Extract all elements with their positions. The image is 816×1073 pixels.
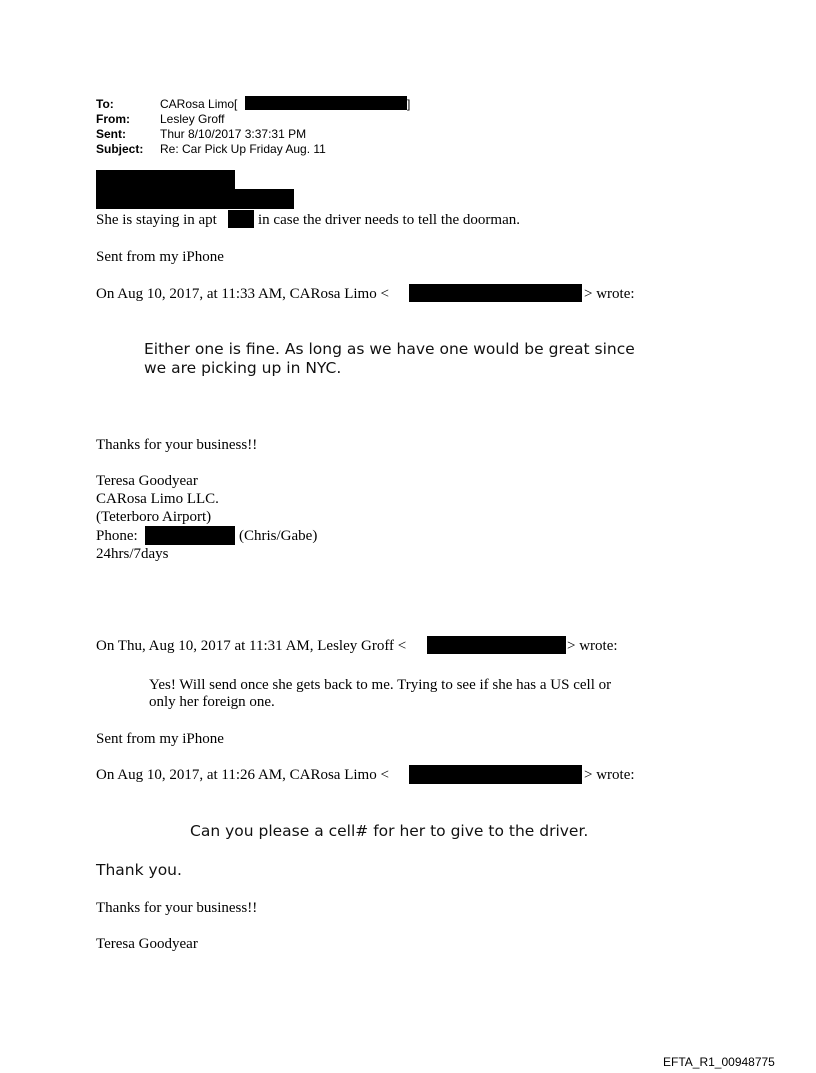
redaction-email-2 <box>427 636 566 654</box>
sent-value: Thur 8/10/2017 3:37:31 PM <box>160 127 307 141</box>
reply-2-line-2: only her foreign one. <box>149 694 275 710</box>
sent-label: Sent: <box>96 127 126 141</box>
to-label: To: <box>96 97 114 111</box>
redaction-to-email <box>245 96 407 110</box>
apt-line-start: She is staying in apt <box>96 212 217 228</box>
quote-header-1: On Aug 10, 2017, at 11:33 AM, CARosa Limo < <box>96 286 389 302</box>
sent-from-iphone-1: Sent from my iPhone <box>96 249 224 265</box>
thanks-line-2: Thanks for your business!! <box>96 900 258 916</box>
quote-header-3-end: > wrote: <box>584 767 635 783</box>
redaction-apt-number <box>228 210 254 228</box>
document-id: EFTA_R1_00948775 <box>663 1055 775 1069</box>
signature-name-2: Teresa Goodyear <box>96 936 198 952</box>
thank-you-line: Thank you. <box>96 861 182 879</box>
signature-name: Teresa Goodyear <box>96 473 198 489</box>
quote-header-1-end: > wrote: <box>584 286 635 302</box>
thanks-line-1: Thanks for your business!! <box>96 437 258 453</box>
sent-from-iphone-2: Sent from my iPhone <box>96 731 224 747</box>
redaction-email-1 <box>409 284 582 302</box>
reply-1-line-1: Either one is fine. As long as we have one would be great since <box>144 340 635 358</box>
signature-hours: 24hrs/7days <box>96 546 169 562</box>
signature-phone-label: Phone: <box>96 528 138 544</box>
signature-company: CARosa Limo LLC. <box>96 491 219 507</box>
redaction-greeting-line2 <box>96 189 294 209</box>
from-label: From: <box>96 112 130 126</box>
signature-phone-note: (Chris/Gabe) <box>239 528 318 544</box>
cell-request-line: Can you please a cell# for her to give to the driver. <box>190 822 589 840</box>
quote-header-2-end: > wrote: <box>567 638 618 654</box>
subject-label: Subject: <box>96 142 144 156</box>
quote-header-3: On Aug 10, 2017, at 11:26 AM, CARosa Limo < <box>96 767 389 783</box>
redaction-greeting-line1 <box>96 170 235 189</box>
to-close-bracket: ] <box>407 97 411 111</box>
from-value: Lesley Groff <box>160 112 225 126</box>
redaction-phone <box>145 526 235 545</box>
subject-value: Re: Car Pick Up Friday Aug. 11 <box>160 142 326 156</box>
reply-2-line-1: Yes! Will send once she gets back to me. Trying to see if she has a US cell or <box>149 677 612 693</box>
signature-location: (Teterboro Airport) <box>96 509 212 525</box>
reply-1-line-2: we are picking up in NYC. <box>144 359 342 377</box>
quote-header-2: On Thu, Aug 10, 2017 at 11:31 AM, Lesley Groff < <box>96 638 407 654</box>
to-value: CARosa Limo[ <box>160 97 238 111</box>
redaction-email-3 <box>409 765 582 784</box>
apt-line-end: in case the driver needs to tell the doorman. <box>258 212 520 228</box>
